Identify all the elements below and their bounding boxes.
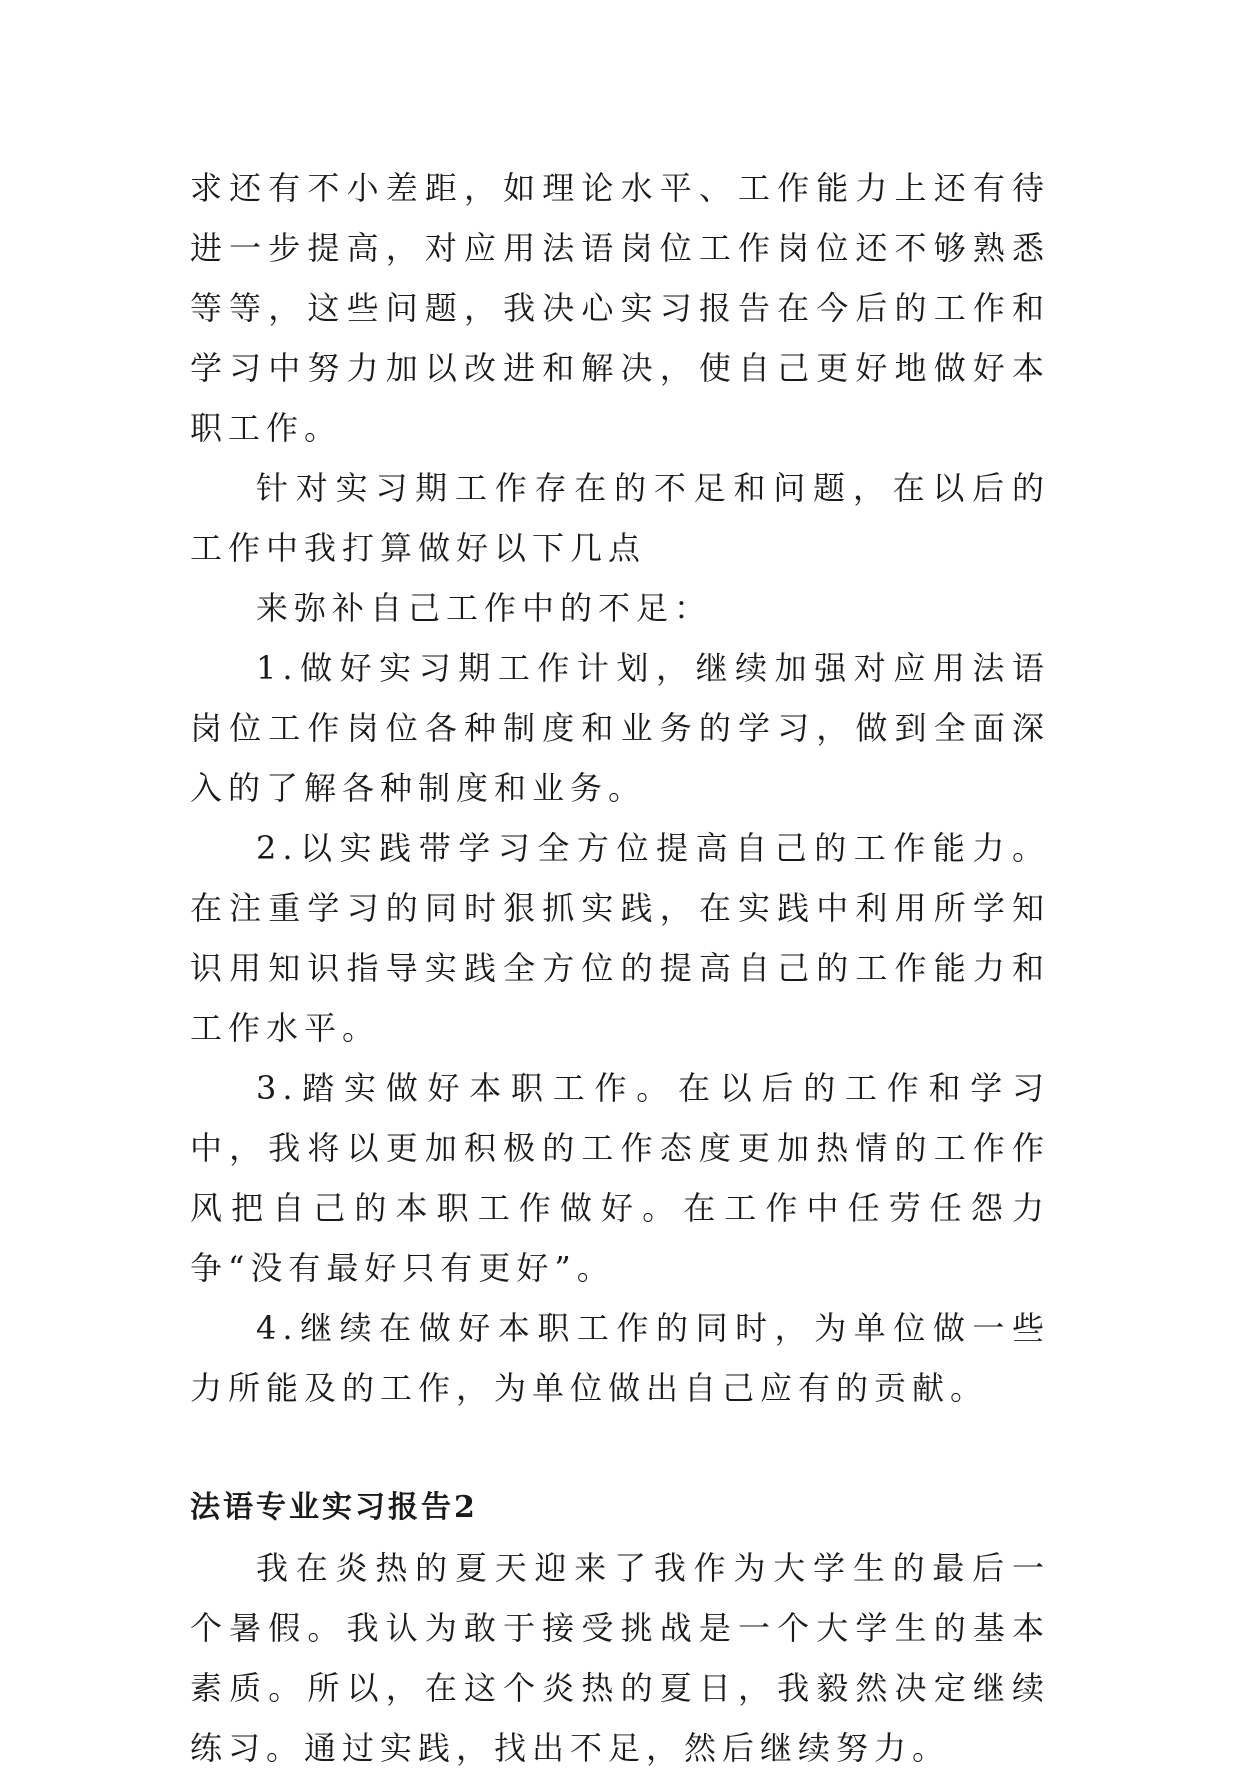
list-item-4: 4.继续在做好本职工作的同时，为单位做一些力所能及的工作，为单位做出自己应有的贡献。 bbox=[190, 1309, 1050, 1407]
section-title: 法语专业实习报告2 bbox=[190, 1490, 478, 1525]
paragraph-3: 来弥补自己工作中的不足： bbox=[256, 589, 713, 627]
list-item-3: 3.踏实做好本职工作。在以后的工作和学习中，我将以更加积极的工作态度更加热情的工作作风把自己的本职工作做好。在工作中任劳任怨力争“没有最好只有更好”。 bbox=[190, 1069, 1050, 1287]
paragraph-1: 求还有不小差距，如理论水平、工作能力上还有待进一步提高，对应用法语岗位工作岗位还不够熟悉等等，这些问题，我决心实习报告在今后的工作和学习中努力加以改进和解决，使自己更好地做好本职工作。 bbox=[190, 169, 1050, 447]
list-item-2: 2.以实践带学习全方位提高自己的工作能力。在注重学习的同时狠抓实践，在实践中利用所学知识用知识指导实践全方位的提高自己的工作能力和工作水平。 bbox=[190, 829, 1050, 1047]
list-item-1: 1.做好实习期工作计划，继续加强对应用法语岗位工作岗位各种制度和业务的学习，做到全面深入的了解各种制度和业务。 bbox=[190, 649, 1050, 807]
document-body bbox=[190, 158, 1050, 1778]
paragraph-2: 针对实习期工作存在的不足和问题，在以后的工作中我打算做好以下几点 bbox=[190, 469, 1050, 567]
section-paragraph-1: 我在炎热的夏天迎来了我作为大学生的最后一个暑假。我认为敢于接受挑战是一个大学生的基本素质。所以，在这个炎热的夏日，我毅然决定继续练习。通过实践，找出不足，然后继续努力。 bbox=[190, 1549, 1050, 1767]
